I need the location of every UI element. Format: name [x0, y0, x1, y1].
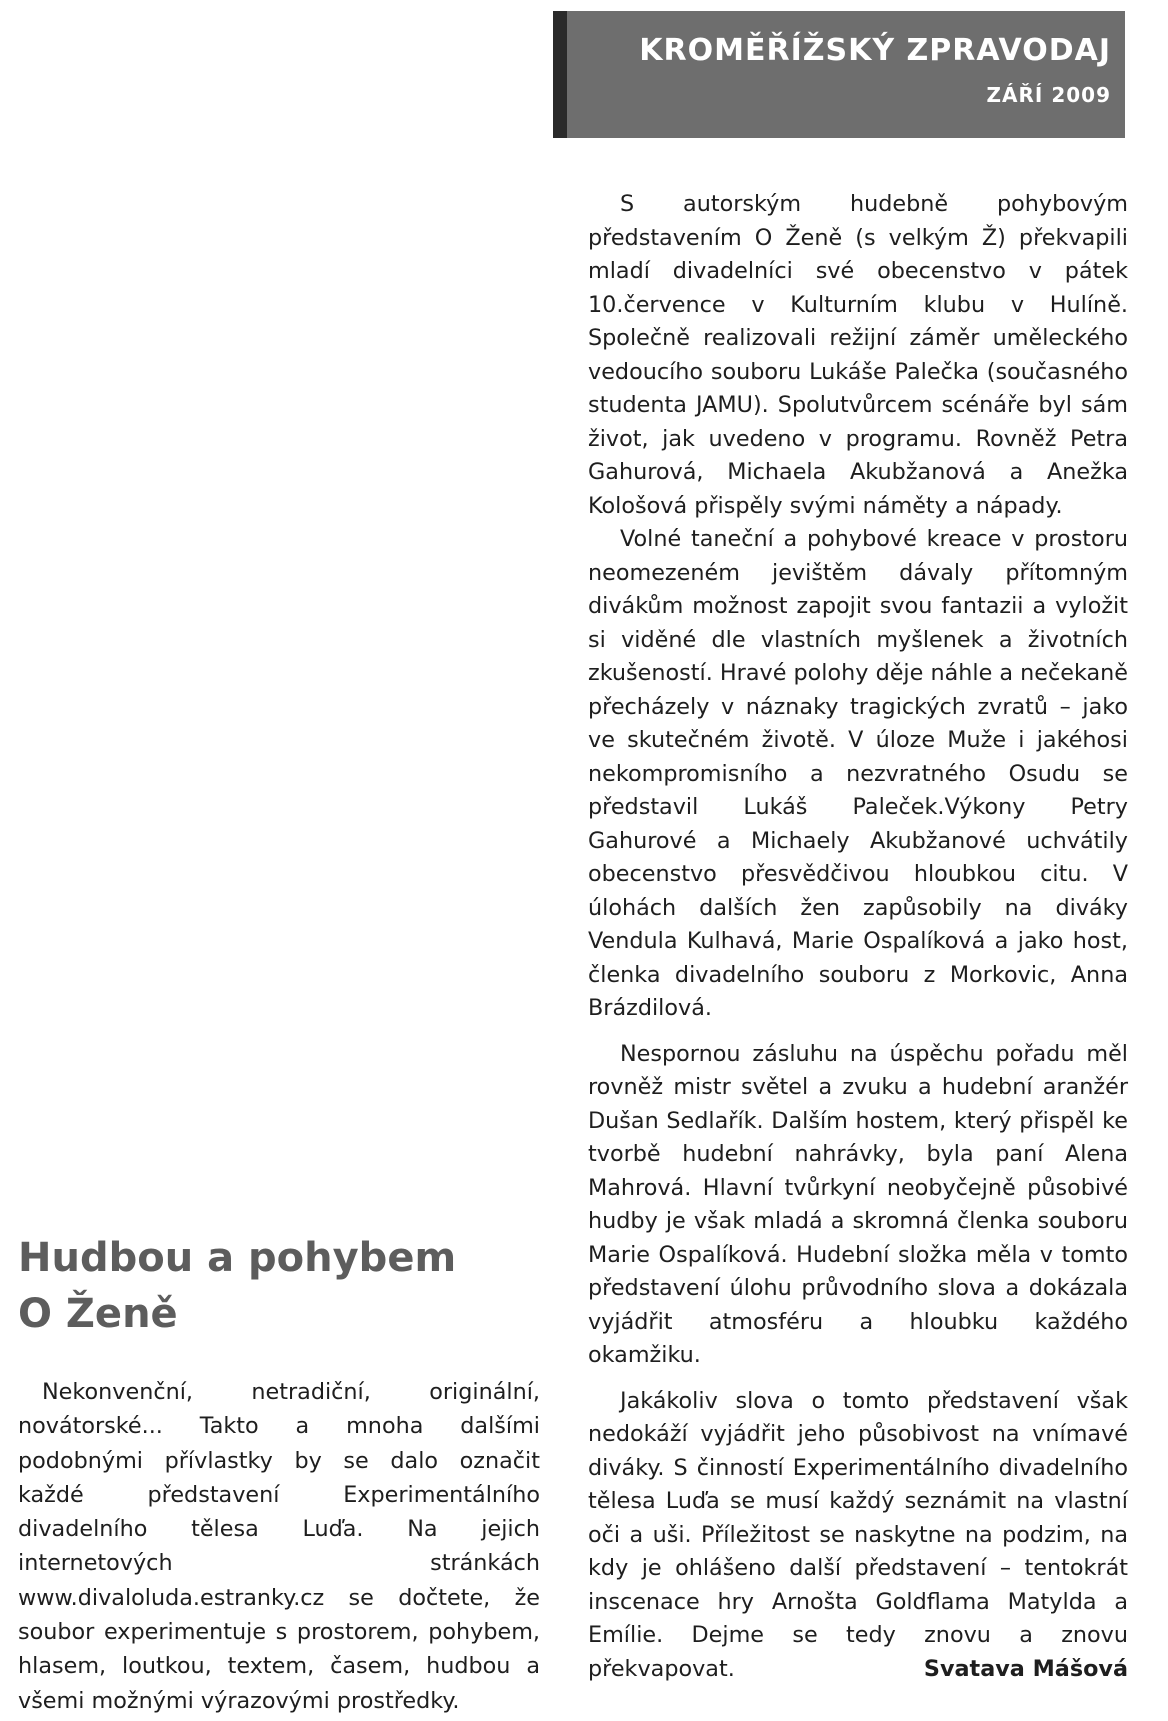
publication-title: KROMĚŘÍŽSKÝ ZPRAVODAJ — [639, 33, 1111, 68]
issue-date: ZÁŘÍ 2009 — [986, 83, 1111, 107]
author-name: Svatava Mášová — [923, 1655, 1128, 1682]
article-body — [588, 188, 1128, 1686]
headline-line-2: O Ženě — [18, 1291, 178, 1337]
article-headline — [18, 1230, 538, 1342]
article-paragraph-4 — [588, 1385, 1128, 1687]
headline-line-1: Hudbou a pohybem — [18, 1235, 457, 1281]
article-lead: Nekonvenční, netradiční, originální, novátorské... Takto a mnoha dalšími podobnými přívlastky by se dalo označit každé představení Experimentálního divadelního tělesa Luďa. Na jejich internetových stránkách www.divaloluda.estranky.cz se dočtete, že soubor experimentuje s prostorem, pohybem, hlasem, loutkou, textem, časem, hudbou a všemi možnými výrazovými prostředky. — [18, 1379, 540, 1714]
article-paragraph-1: S autorským hudebně pohybovým představením O Ženě (s velkým Ž) překvapili mladí divadelníci své obecenstvo v pátek 10.července v Kulturním klubu v Hulíně. Společně realizovali režijní záměr uměleckého vedoucího souboru Lukáše Palečka (současného studenta JAMU). Spolutvůrcem scénáře byl sám život, jak uvedeno v programu. Rovněž Petra Gahurová, Michaela Akubžanová a Anežka Kološová přispěly svými náměty a nápady. — [588, 191, 1128, 519]
article-paragraph-3: Nespornou zásluhu na úspěchu pořadu měl rovněž mistr světel a zvuku a hudební aranžér Dušan Sedlařík. Dalším hostem, který přispěl ke tvorbě hudební nahrávky, byla paní Alena Mahrová. Hlavní tvůrkyní neobyčejně působivé hudby je však mladá a skromná členka souboru Marie Ospalíková. Hudební složka měla v tomto představení úlohu průvodního slova a dokázala vyjádřit atmosféru a hloubku každého okamžiku. — [588, 1040, 1128, 1368]
article-paragraph-4-text: Jakákoliv slova o tomto představení však nedokáží vyjádřit jeho působivost na vnímavé diváky. S činností Experimentálního divadelního tělesa Luďa se musí každý seznámit na vlastní oči a uši. Příležitost se naskytne na podzim, na kdy je ohlášeno další představení – tentokrát inscenace hry Arnošta Goldflama Matylda a Emílie. Dejme se tedy znovu a znovu překvapovat. — [588, 1387, 1128, 1682]
masthead — [553, 11, 1125, 138]
article-paragraph-2: Volné taneční a pohybové kreace v prostoru neomezeném jevištěm dávaly přítomným divákům možnost zapojit svou fantazii a vyložit si viděné dle vlastních myšlenek a životních zkušeností. Hravé polohy děje náhle a nečekaně přecházely v náznaky tragických zvratů – jako ve skutečném životě. V úloze Muže i jakéhosi nekompromisního a nezvratného Osudu se představil Lukáš Paleček.Výkony Petry Gahurové a Michaely Akubžanové uchvátily obecenstvo přesvědčivou hloubkou citu. V úlohách dalších žen zapůsobily na diváky Vendula Kulhavá, Marie Ospalíková a jako host, členka divadelního souboru z Morkovic, Anna Brázdilová. — [588, 526, 1128, 1021]
